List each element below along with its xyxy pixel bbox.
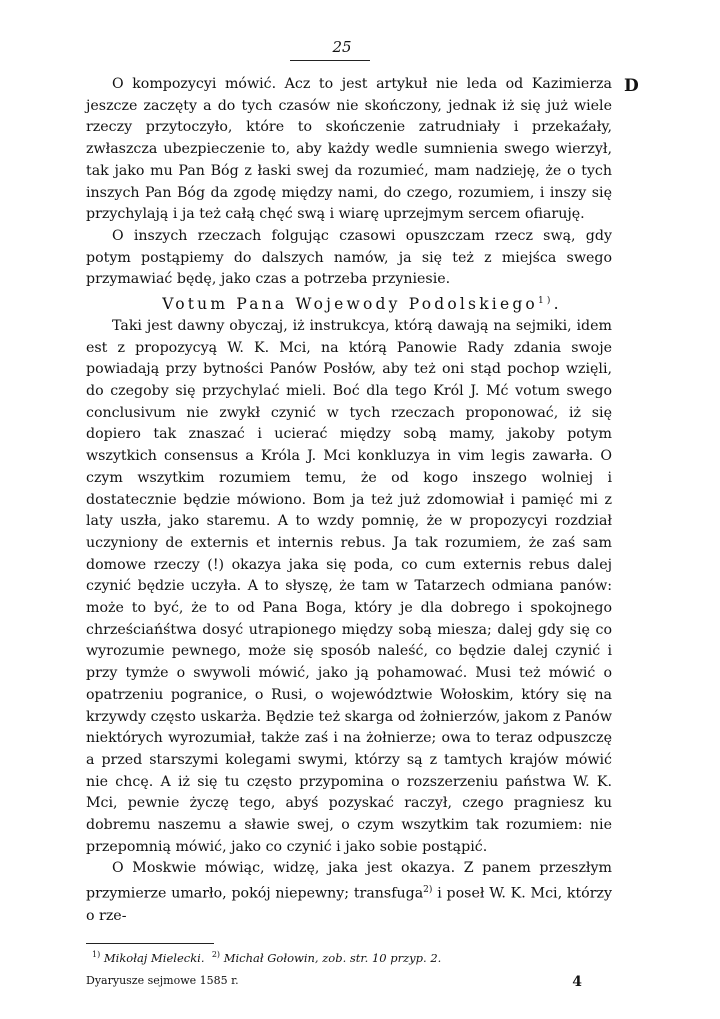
body-text — [86, 74, 612, 927]
footnote-rule — [86, 943, 214, 944]
margin-mark: D — [624, 76, 639, 96]
footnote-marker: 1) — [92, 950, 101, 959]
paragraph-text: O Moskwie mówiąc, widzę, jaka jest okazya. Z panem przeszłym przymierze umarło, pokój niepewny; transfuga — [86, 860, 612, 902]
footnote-marker: 2) — [211, 950, 221, 959]
source-title: Dyaryusze sejmowe 1585 r. — [86, 974, 239, 987]
footnote-ref: 2) — [423, 885, 433, 896]
paragraph: Taki jest dawny obyczaj, iż instrukcya, którą dawają na sejmiki, idem est z propozycyą W. K. Mci, na którą Panowie Rady zdania swoje powiadają przy bytności Panów Posłów, aby też oni stąd pochop wzięli, do czegoby się przychylać mieli. Boć dla tego Król J. Mć votum swego conclusivum nie zwykł czynić w tych rzeczach proponować, iż się dopiero tak znaszać i ucierać między sobą mamy, jakoby potym wszytkich consensus a Króla J. Mci konkluzya in vim legis zawarła. O czym wszytkim rozumiem temu, że od kogo inszego wolniej i dostatecznie będzie mówiono. Bom ja też już zdomowiał i pamięć mi z laty uszła, jako staremu. A to wzdy pomnię, że w propozycyi rozdział uczyniony de externis et internis rebus. Ja tak rozumiem, że zaś sam domowe rzeczy (!) okazya jaka się poda, co cum externis rebus dalej czynić będzie uczyła. A to słyszę, że tam w Tatarzech odmiana panów: może to być, że to od Pana Boga, który je dla dobrego i spokojnego chrześciańśtwa dosyć utrapionego między sobą miesza; dalej gdy się co wyrozumie pewnego, może się sposób naleść, co będzie dalej czynić i przy tymże o swywoli mówić, jako ją pohamować. Musi też mówić o opatrzeniu pogranice, o Rusi, o województwie Wołoskim, który się na krzywdy często uskarża. Będzie też skarga od żołnierzów, jakom z Panów niektórych wyrozumiał, także zaś i na żołnierze; owa to teraz odpuszczę a przed starszymi kolegami swymi, którzy są z tamtych krajów mówić nie chcę. A iż się tu często przypomina o rozszerzeniu państwa W. K. Mci, pewnie życzę tego, abyś pozyskać raczył, czego pragniesz ku dobremu naszemu a sławie swej, o czym wszytkim tak rozumiem: nie przepomnią mówić, jako co czynić i jako sobie postąpić. — [86, 317, 612, 855]
section-heading-text: Votum Pana Wojewody Podolskiego — [162, 295, 538, 314]
paragraph-text: i poseł W. K. Mci, którzy o rze- — [86, 885, 612, 924]
page-number-rule — [290, 60, 370, 61]
footnote-text: Mikołaj Mielecki. — [103, 950, 205, 965]
paragraph: O kompozycyi mówić. Acz to jest artykuł nie leda od Kazimierza jeszcze zaczęty a do tych czasów nie skończony, jednak iż się już wiele rzeczy przytoczyło, które to skończenie zatrudniały i przekaźały, zwłaszcza ubezpieczenie to, aby każdy wedle sumnienia swego wierzył, tak jako mu Pan Bóg z łaski swej da rozumieć, mam nadzieję, że o tych inszych Pan Bóg da zgodę między nami, do czego, rozumiem, i inszy się przychylają i ja też całą chęć swą i wiarę uprzejmym sercem ofiaruję. — [86, 76, 612, 223]
page-number: 25 — [332, 38, 352, 56]
paragraph: O inszych rzeczach folgując czasowi opuszczam rzecz swą, gdy potym postąpiemy do dalszych namów, ja się też z miejśca swego przymawiać będę, jako czas a potrzeba przyniesie. — [86, 227, 612, 288]
footnote-text: Michał Gołowin, zob. str. 10 przyp. 2. — [223, 950, 442, 965]
footnote-ref: 1) — [537, 296, 554, 307]
footnotes — [92, 950, 441, 965]
signature-mark: 4 — [572, 974, 582, 990]
section-heading: Votum Pana Wojewody Podolskiego$^{1)}$. — [162, 295, 562, 314]
page-footer — [86, 974, 612, 990]
paragraph — [86, 858, 612, 927]
